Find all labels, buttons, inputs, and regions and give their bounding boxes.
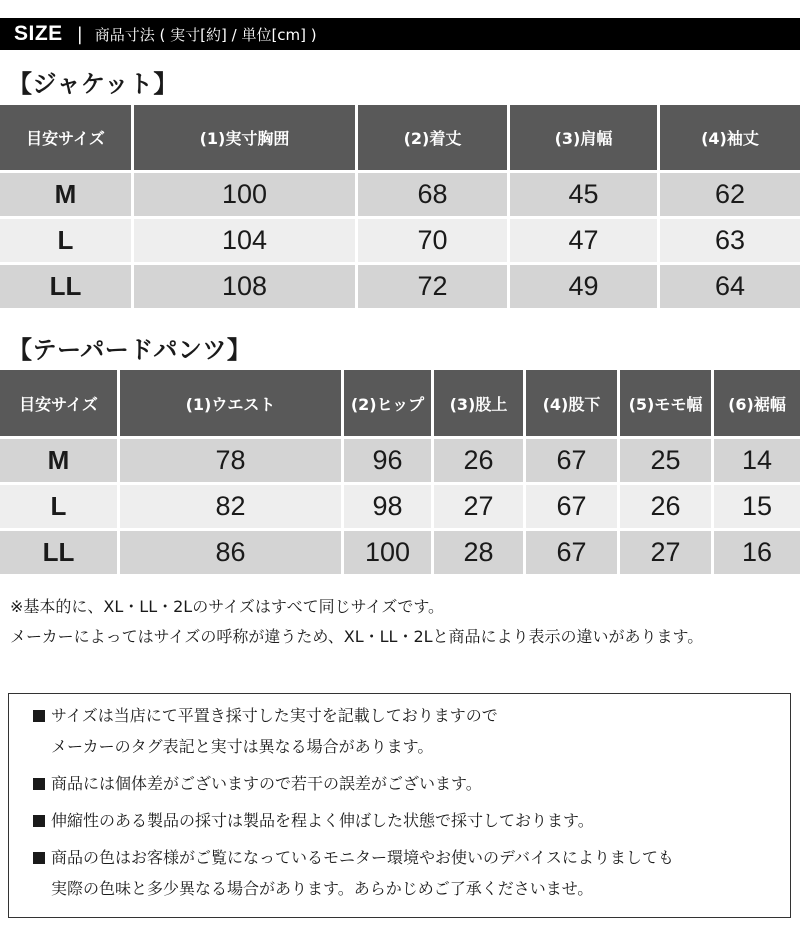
table-cell: 16 <box>714 528 800 574</box>
info-item <box>33 706 790 757</box>
table-cell: 86 <box>120 528 344 574</box>
note-line: メーカーによってはサイズの呼称が違うため、XL・LL・2Lと商品により表示の違いがあります。 <box>10 627 704 646</box>
table-cell: 108 <box>134 262 358 308</box>
info-text: 伸縮性のある製品の採寸は製品を程よく伸ばした状態で採寸しております。 <box>51 811 594 830</box>
table-row <box>0 216 800 262</box>
table-row <box>0 436 800 482</box>
info-text: メーカーのタグ表記と実寸は異なる場合があります。 <box>51 737 434 756</box>
header-size: 目安サイズ <box>0 370 120 436</box>
info-text: 商品には個体差がございますので若干の誤差がございます。 <box>51 774 482 793</box>
table-cell: 25 <box>620 436 714 482</box>
table-cell: 96 <box>344 436 434 482</box>
header-chest: (1)実寸胸囲 <box>134 105 358 170</box>
table-cell: 82 <box>120 482 344 528</box>
table-cell: 67 <box>526 528 620 574</box>
table-cell: 104 <box>134 216 358 262</box>
header-waist: (1)ウエスト <box>120 370 344 436</box>
table-cell: 100 <box>134 170 358 216</box>
header-hip: (2)ヒップ <box>344 370 434 436</box>
table-cell: 15 <box>714 482 800 528</box>
row-size-label: M <box>0 436 120 482</box>
row-size-label: LL <box>0 528 120 574</box>
size-title-bar <box>0 18 800 50</box>
table-cell: 63 <box>660 216 800 262</box>
square-bullet-icon <box>33 778 45 790</box>
table-header-row <box>0 370 800 436</box>
square-bullet-icon <box>33 852 45 864</box>
size-label: SIZE <box>14 22 63 45</box>
table-cell: 27 <box>620 528 714 574</box>
row-size-label: L <box>0 482 120 528</box>
table-cell: 98 <box>344 482 434 528</box>
jacket-section-title: 【ジャケット】 <box>8 70 178 98</box>
header-thigh: (5)モモ幅 <box>620 370 714 436</box>
table-row <box>0 528 800 574</box>
table-row <box>0 482 800 528</box>
table-cell: 70 <box>358 216 510 262</box>
size-notes <box>10 592 703 652</box>
table-cell: 26 <box>434 436 526 482</box>
note-line: ※基本的に、XL・LL・2Lのサイズはすべて同じサイズです。 <box>10 597 445 616</box>
table-cell: 64 <box>660 262 800 308</box>
header-rise: (3)股上 <box>434 370 526 436</box>
size-description: 商品寸法 ( 実寸[約] / 単位[cm] ) <box>94 25 317 44</box>
row-size-label: LL <box>0 262 134 308</box>
table-cell: 67 <box>526 436 620 482</box>
jacket-size-table <box>0 105 800 308</box>
header-hem: (6)裾幅 <box>714 370 800 436</box>
table-cell: 28 <box>434 528 526 574</box>
table-cell: 100 <box>344 528 434 574</box>
header-inseam: (4)股下 <box>526 370 620 436</box>
info-item <box>33 774 790 794</box>
square-bullet-icon <box>33 815 45 827</box>
info-item <box>33 848 790 899</box>
row-size-label: L <box>0 216 134 262</box>
pants-size-table <box>0 370 800 574</box>
table-row <box>0 170 800 216</box>
table-header-row <box>0 105 800 170</box>
table-cell: 72 <box>358 262 510 308</box>
table-cell: 27 <box>434 482 526 528</box>
info-text: 実際の色味と多少異なる場合があります。あらかじめご了承くださいませ。 <box>51 879 594 898</box>
table-cell: 68 <box>358 170 510 216</box>
table-cell: 14 <box>714 436 800 482</box>
info-item <box>33 811 790 831</box>
table-cell: 62 <box>660 170 800 216</box>
table-cell: 78 <box>120 436 344 482</box>
info-text: 商品の色はお客様がご覧になっているモニター環境やお使いのデバイスによりましても <box>51 848 674 867</box>
table-cell: 45 <box>510 170 660 216</box>
pants-section-title: 【テーパードパンツ】 <box>8 336 252 364</box>
header-sleeve: (4)袖丈 <box>660 105 800 170</box>
measurement-info-box <box>8 693 791 918</box>
table-cell: 26 <box>620 482 714 528</box>
header-size: 目安サイズ <box>0 105 134 170</box>
title-separator: | <box>76 23 83 45</box>
table-row <box>0 262 800 308</box>
table-cell: 49 <box>510 262 660 308</box>
square-bullet-icon <box>33 710 45 722</box>
table-cell: 47 <box>510 216 660 262</box>
header-shoulder: (3)肩幅 <box>510 105 660 170</box>
header-length: (2)着丈 <box>358 105 510 170</box>
info-text: サイズは当店にて平置き採寸した実寸を記載しておりますので <box>51 706 498 725</box>
table-cell: 67 <box>526 482 620 528</box>
row-size-label: M <box>0 170 134 216</box>
